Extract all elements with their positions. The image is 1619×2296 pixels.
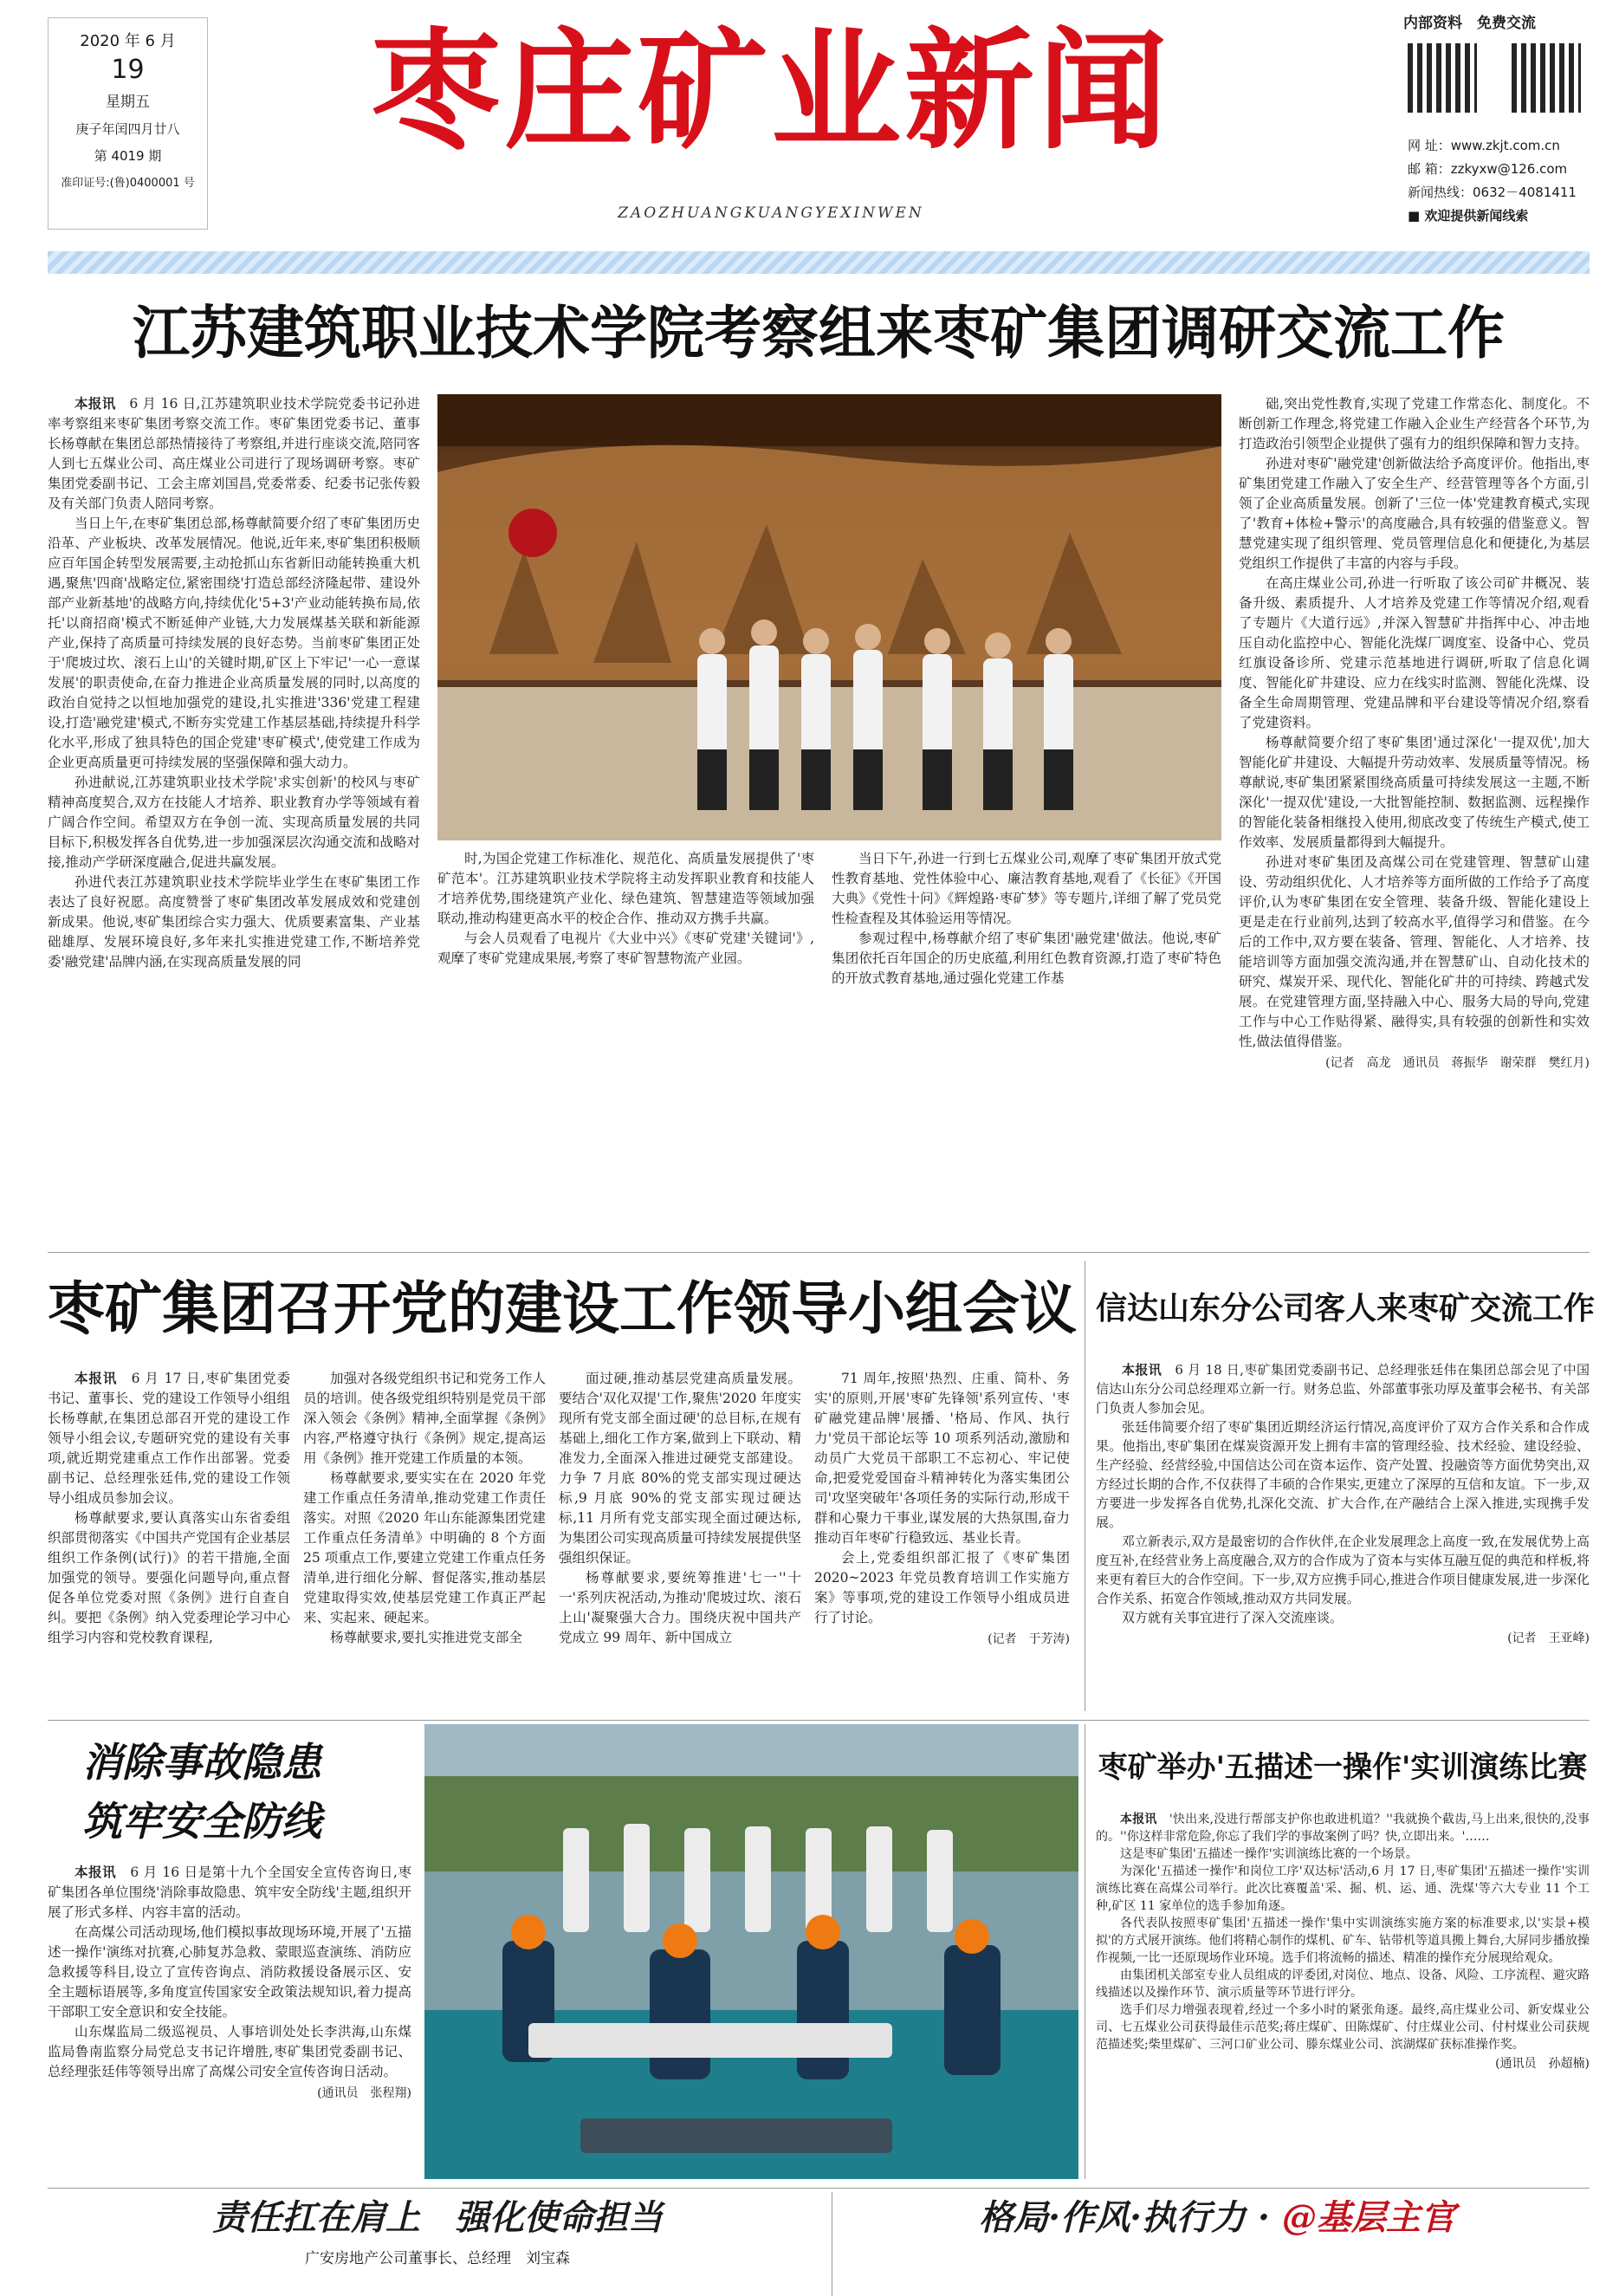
headline-xinda-visit: 信达山东分公司客人来枣矿交流工作	[1096, 1290, 1596, 1326]
paragraph: 在高煤公司活动现场,他们模拟事故现场环境,开展了'五描述一操作'演练对抗赛,心肺复苏急救、蒙眼巡查演练、消防应急救援等科目,设立了宣传咨询点、消防救援设备展示区、安全主题标语展等,多角度宣传国家安全政策法规知识,着力提高干部职工安全意识和安全技能。	[48, 1924, 411, 2020]
title-pinyin: ZAOZHUANGKUANGYEXINWEN	[618, 204, 924, 222]
paragraph: 由集团机关部室专业人员组成的评委团,对岗位、地点、设备、风险、工序流程、避灾路线描述以及操作环节、演示质量等环节进行评分。	[1096, 1968, 1590, 2000]
headline-training-base	[845, 2192, 1590, 2244]
paragraph: 杨尊献要求,要实实在在 2020 年党建工作重点任务清单,推动党建工作责任落实。对照《2020 年山东能源集团党建工作重点任务清单》中明确的 8 个方面 25 项重点工作,要建立党建工作重点任务清单,进行细化分解、督促落实,推动基层党建取得实效,使基层党建工作真正严起来、实起来、硬起来。	[303, 1470, 546, 1625]
paragraph: 孙进对枣矿'融党建'创新做法给予高度评价。他指出,枣矿集团党建工作融入了安全生产、经营管理等各个方面,引领了企业高质量发展。创新了'三位一体'党建教育模式,实现了'教育+体检+警示'的高度融合,具有较强的借鉴意义。智慧党建实现了组织管理、党员管理信息化和便捷化,为基层党组织工作提供了丰富的内容与手段。	[1239, 456, 1590, 571]
divider	[48, 1252, 1590, 1253]
paragraph: 当日下午,孙进一行到七五煤业公司,观摩了枣矿集团开放式党性教育基地、党性体验中心、廉洁教育基地,观看了《长征》《开国大典》《党性十问》《辉煌路·枣矿梦》等专题片,详细了解了党员党性检查程及其体验运用等情况。	[832, 851, 1221, 926]
headline-responsibility: 责任扛在肩上 强化使命担当	[212, 2197, 663, 2238]
a4-credit: (通讯员 张程翔)	[317, 2086, 411, 2100]
paragraph: 本报讯 6 月 16 日,江苏建筑职业技术学院党委书记孙进率考察组来枣矿集团考察交流工作。枣矿集团党委书记、董事长杨尊献在集团总部热情接待了考察组,并进行座谈交流,陪同客人到七五煤业公司、高庄煤业公司进行了现场调研考察。枣矿集团党委副书记、工会主席刘国昌,党委常委、纪委书记张传毅及有关部门负责人陪同考察。	[48, 396, 420, 511]
banner-separator: ·	[1257, 2197, 1282, 2238]
paragraph: 山东煤监局二级巡视员、人事培训处处长李洪海,山东煤监局鲁南监察分局党总支书记许增胜,枣矿集团党委副书记、总经理张廷伟等领导出席了高煤公司安全宣传咨询日活动。	[48, 2024, 411, 2079]
article-1-col-2	[437, 849, 814, 1235]
news-tip	[1408, 204, 1607, 228]
paragraph: 加强对各级党组织书记和党务工作人员的培训。使各级党组织特别是党员干部深入领会《条例》精神,全面掌握《条例》内容,严格遵守执行《条例》规定,提高运用《条例》推开党建工作质量的本领。	[303, 1371, 546, 1466]
a2-c3-p	[559, 1369, 801, 1648]
day-number: 19	[111, 55, 145, 85]
a1-c4-p	[1239, 394, 1590, 1052]
tip-bullet-icon: ■	[1408, 208, 1425, 224]
article-5-body	[1096, 1811, 1590, 2179]
article-1-col-3	[832, 849, 1221, 1235]
dateline: 本报讯	[74, 1371, 118, 1386]
paragraph: 71 周年,按照'热烈、庄重、简朴、务实'的原则,开展'枣矿先锋领'系列宣传、'枣矿融党建品牌'展播、'格局、作风、执行力'党员干部论坛等 10 项系列活动,激励和动员广大党员干部职工不忘初心、牢记使命,把爱党爱国奋斗精神转化为落实集团公司'攻坚突破年'各项任务的实际行动,形成干群和心聚力干事业,谋发展的大热氛围,奋力推动百年枣矿行稳致远、基业长青。	[814, 1371, 1070, 1546]
a3-p	[1096, 1360, 1590, 1627]
headline-jiangsu-visit: 江苏建筑职业技术学院考察组来枣矿集团调研交流工作	[133, 300, 1505, 366]
qr-code-icon	[1408, 43, 1477, 113]
date-line: 2020 年 6 月	[80, 32, 176, 50]
paragraph: 本报讯 6 月 18 日,枣矿集团党委副书记、总经理张廷伟在集团总部会见了中国信达山东分公司总经理邓立新一行。财务总监、外部董事张功厚及董事会秘书、有关部门负责人参加会见。	[1096, 1362, 1590, 1416]
a2-credit: (记者 于芳涛)	[988, 1632, 1070, 1646]
headline-five-descriptions-contest: 枣矿举办'五描述一操作'实训演练比赛	[1098, 1750, 1588, 1785]
a1-credit: (记者 高龙 通讯员 蒋振华 谢荣群 樊红月)	[1325, 1056, 1590, 1070]
a1-c2-p	[437, 849, 814, 969]
drill-photo-svg	[424, 1724, 1078, 2179]
divider	[48, 1720, 1590, 1721]
a2-c4-p	[814, 1369, 1070, 1628]
safety-title-line-1: 消除事故隐患	[82, 1739, 321, 1786]
article-1-col-1	[48, 394, 420, 1235]
paragraph: 杨尊献简要介绍了枣矿集团'通过深化'一提双优',加大智能化矿井建设、大幅提升劳动效率、发展质量等情况。杨尊献说,枣矿集团紧紧围绕高质量可持续发展这一主题,不断深化'一提双优'建设,一大批智能控制、数据监测、远程操作的智能化装备相继投入使用,彻底改变了传统生产模式,使工作效率、发展质量都得到大幅提升。	[1239, 735, 1590, 850]
internal-note: 内部资料 免费交流	[1403, 15, 1536, 32]
website: 网 址：www.zkjt.com.cn	[1408, 138, 1560, 153]
newspaper-title: 枣庄矿业新闻	[370, 15, 1171, 167]
paragraph: 张廷伟简要介绍了枣矿集团近期经济运行情况,高度评价了双方合作关系和合作成果。他指出,枣矿集团在煤炭资源开发上拥有丰富的管理经验、技术经验、建设经验、生产经验、经营经验,中国信达公司在资本运作、资产处置、投融资等方面优势突出,双方经过长期的合作,不仅获得了丰硕的合作果实,更建立了深厚的互信和友谊。下一步,双方要进一步发挥各自优势,扎深化交流、扩大合作,在产融结合上深入推进,实现携手发展。	[1096, 1419, 1590, 1530]
article-2-col-1	[48, 1369, 290, 1711]
paragraph: 邓立新表示,双方是最密切的合作伙伴,在企业发展理念上高度一致,在发展优势上高度互补,在经营业务上高度融合,双方的合作成为了资本与实体互融互促的典范和样板,将来更有着巨大的合作空间。下一步,双方应携手同心,推进合作项目健康发展,进一步深化合作关系、拓宽合作领域,推动双方共同发展。	[1096, 1534, 1590, 1606]
paragraph: 杨尊献要求,要认真落实山东省委组织部贯彻落实《中国共产党国有企业基层组织工作条例(试行)》的若干措施,全面加强党的领导。要强化问题导向,重点督促各单位党委对照《条例》进行自查自纠。要把《条例》纳入党委理论学习中心组学习内容和党校教育课程,	[48, 1510, 290, 1645]
article-2-col-2	[303, 1369, 546, 1711]
paragraph: 本报讯 6 月 16 日是第十九个全国安全宣传咨询日,枣矿集团各单位围绕'消除事故隐患、筑牢安全防线'主题,组织开展了形式多样、内容丰富的活动。	[48, 1865, 411, 1920]
paragraph: 孙进代表江苏建筑职业技术学院毕业学生在枣矿集团工作表达了良好祝愿。高度赞誉了枣矿集团改革发展成效和党建创新成果。他说,枣矿集团综合实力强大、优质要素富集、产业基础雄厚、发展环境良好,多年来扎实推进党建工作,不断培养党委'融党建'品牌内涵,在实现高质量发展的同	[48, 874, 420, 970]
divider	[48, 2188, 1590, 2189]
dateline: 本报讯	[1120, 1813, 1157, 1826]
headline-training-base-sub: @基层主官	[1281, 2197, 1455, 2238]
paragraph: 在高庄煤业公司,孙进一行听取了该公司矿井概况、装备升级、素质提升、人才培养及党建工作等情况介绍,观看了专题片《大道行远》,并深入智慧矿井指挥中心、冲击地压自动化监控中心、智能化洗煤厂调度室、设备中心、党员红旗设备诊所、党建示范基地进行调研,听取了信息化调度、智能化矿井建设、应力在线实时监测、智能化洗煤、设备全生命周期管理、党建品牌和平台建设等情况介绍,察看了党建资料。	[1239, 575, 1590, 730]
dateline: 本报讯	[74, 1865, 117, 1880]
paragraph: 各代表队按照枣矿集团'五描述一操作'集中实训演练实施方案的标准要求,以'实景+模拟'的方式展开演练。他们将精心制作的煤机、矿车、钻带机等道具搬上舞台,大屏同步播放操作视频,一比一还原现场作业环境。选手们将流畅的描述、精准的操作充分展现给观众。	[1096, 1917, 1590, 1965]
a3-credit: (记者 王亚峰)	[1507, 1631, 1590, 1645]
paragraph: 本报讯 6 月 17 日,枣矿集团党委书记、董事长、党的建设工作领导小组组长杨尊献,在集团总部召开党的建设工作领导小组会议,专题研究党的建设有关事项,就近期党建重点工作作出部署。党委副书记、总经理张廷伟,党的建设工作领导小组成员参加会议。	[48, 1371, 290, 1506]
a1-c1-p	[48, 394, 420, 972]
article-2-col-3	[559, 1369, 801, 1711]
article-3-body	[1096, 1360, 1590, 1707]
lunar-date: 庚子年闰四月廿八	[75, 121, 180, 137]
issue-number: 第 4019 期	[94, 148, 162, 164]
paragraph: 参观过程中,杨尊献介绍了枣矿集团'融党建'做法。他说,枣矿集团依托百年国企的历史底蕴,利用红色教育资源,打造了枣矿特色的开放式教育基地,通过强化党建工作基	[832, 931, 1221, 986]
paragraph: 本报讯 '快出来,没进行帮部支护你也敢进机道？''我就换个截齿,马上出来,很快的,没事的。''你这样非常危险,你忘了我们学的事故案例了吗？快,立即出来。'……	[1096, 1813, 1590, 1844]
article-1-col-4	[1239, 394, 1590, 1243]
weekday: 星期五	[106, 94, 150, 111]
date-box	[48, 17, 208, 230]
paragraph: 孙进对枣矿集团及高煤公司在党建管理、智慧矿山建设、劳动组织优化、人才培养等方面所做的工作给予了高度评价,认为枣矿集团在安全管理、装备升级、智能化建设上更是走在行业前列,达到了较高水平,值得学习和借鉴。在今后的工作中,双方要在装备、管理、智能化、人才培养、技能培训等方面加强交流沟通,并在智慧矿山、自动化技术的研究、煤炭开采、现代化、智能化矿井的可持续、跨越式发展。在党建管理方面,坚持融入中心、服务大局的导向,党建工作与中心工作贴得紧、融得实,具有较强的创新性和实效性,做法值得借鉴。	[1239, 854, 1590, 1049]
masthead	[0, 0, 1619, 251]
a1-c3-p	[832, 849, 1221, 989]
paragraph: 础,突出党性教育,实现了党建工作常态化、制度化。不断创新工作理念,将党建工作融入企业生产经营各个环节,为打造政治引领型企业提供了强有力的组织保障和智力支持。	[1239, 396, 1590, 451]
a5-credit: (通讯员 孙超楠)	[1495, 2057, 1590, 2071]
exhibition-photo-svg	[437, 394, 1221, 840]
paragraph: 杨尊献要求,要扎实推进党支部全	[330, 1630, 522, 1645]
a4-p	[48, 1863, 411, 2082]
paragraph: 孙进献说,江苏建筑职业技术学院'求实创新'的校风与枣矿精神高度契合,双方在技能人才培养、职业教育办学等领域有着广阔合作空间。希望双方在争创一流、实现高质量发展的共同目标下,积极发挥各自优势,进一步加强深层次沟通交流和战略对接,推动产学研深度融合,促进共赢发展。	[48, 775, 420, 870]
paragraph: 杨尊献要求,要统筹推进'七一''十一'系列庆祝活动,为推动'爬坡过坎、滚石上山'凝聚强大合力。围绕庆祝中国共产党成立 99 周年、新中国成立	[559, 1570, 801, 1645]
a5-p	[1096, 1811, 1590, 2053]
a2-c2-p	[303, 1369, 546, 1648]
paragraph: 当日上午,在枣矿集团总部,杨尊献简要介绍了枣矿集团历史沿革、产业板块、改革发展情况。他说,近年来,枣矿集团积极顺应百年国企转型发展需要,主动抢抓山东省新旧动能转换重大机遇,聚焦'四商'战略定位,紧密围绕'打造总部经济隆起带、建设外部产业新基地'的战略方向,持续优化'5+3'产业动能转换布局,依托'以商招商'模式不断延伸产业链,大力发展煤基关联和新能源产业,保持了高质量可持续发展的良好态势。当前枣矿集团正处于'爬坡过坎、滚石上山'的关键时期,矿区上下牢记'一心一意谋发展'的职责使命,在奋力推进企业高质量发展的同时,以高度的政治自觉持之以恒地加强党的建设,扎实推进'336'党建工程建设,打造'融党建'模式,不断夯实党建工作基层基础,持续提升科学化水平,形成了独具特色的国企党建'枣矿模式',使党建工作成为企业更高质量更可持续发展的坚强保障和强大动力。	[48, 516, 420, 770]
article-2-col-4	[814, 1369, 1070, 1711]
paragraph: 选手们尽力增强表现着,经过一个多小时的紧张角逐。最终,高庄煤业公司、新安煤业公司、七五煤业公司获得最佳示范奖;蒋庄煤矿、田陈煤矿、付庄煤业公司、付村煤业公司获规范描述奖;柴里煤矿、三河口矿业公司、滕东煤业公司、滨湖煤矿获标准操作奖。	[1096, 2003, 1590, 2052]
email: 邮 箱：zzkyxw@126.com	[1408, 161, 1568, 177]
paragraph: 双方就有关事宜进行了深入交流座谈。	[1122, 1610, 1344, 1625]
permit-number: 准印证号:(鲁)0400001 号	[61, 177, 195, 190]
photo-rescue-drill	[424, 1724, 1078, 2179]
dateline: 本报讯	[74, 396, 116, 412]
paragraph: 面过硬,推动基层党建高质量发展。要结合'双化双提'工作,聚焦'2020 年度实现所有党支部全面过硬'的总目标,在规有基础上,细化工作方案,做到上下联动、精准发力,全面深入推进过硬党支部建设。力争 7 月底 80%的党支部实现过硬达标,9 月底 90%的党支部实现过硬达标,11 月所有党支部实现全面过硬达标,为集团公司实现高质量可持续发展提供坚强组织保证。	[559, 1371, 801, 1566]
paragraph: 这是枣矿集团'五描述一操作'实训演练比赛的一个场景。	[1120, 1847, 1418, 1861]
byline: 广安房地产公司董事长、总经理 刘宝森	[305, 2250, 570, 2267]
paragraph: 为深化'五描述一操作'和岗位工序'双达标'活动,6 月 17 日,枣矿集团'五描述一操作'实训演练比赛在高煤公司举行。此次比赛覆盖'采、掘、机、运、通、洗煤'等六大专业 11 个工种,矿区 11 家单位的选手参加角逐。	[1096, 1865, 1590, 1913]
dateline: 本报讯	[1122, 1362, 1162, 1378]
paragraph: 时,为国企党建工作标准化、规范化、高质量发展提供了'枣矿范本'。江苏建筑职业技术学院将主动发挥职业教育和技能人才培养优势,围绕建筑产业化、绿色建筑、智慧建造等领域加强联动,推动构建更高水平的校企合作、推动双方携手共赢。	[437, 851, 814, 926]
paragraph: 与会人员观看了电视片《大业中兴》《枣矿党建'关键词'》,观摩了枣矿党建成果展,考察了枣矿智慧物流产业园。	[437, 931, 814, 966]
headline-training-base-text: 格局·作风·执行力	[979, 2197, 1247, 2238]
headline-safety-day	[48, 1733, 394, 1851]
article-4-body	[48, 1863, 411, 2244]
hotline: 新闻热线：0632－4081411	[1408, 185, 1577, 200]
news-tip-text: 欢迎提供新闻线索	[1424, 208, 1529, 224]
contact-info	[1408, 134, 1607, 228]
qr-code-icon	[1512, 43, 1581, 113]
safety-title-line-2: 筑牢安全防线	[82, 1798, 321, 1845]
masthead-band	[48, 251, 1590, 274]
photo-exhibition-hall	[437, 394, 1221, 840]
a2-c1-p	[48, 1369, 290, 1648]
headline-party-meeting: 枣矿集团召开党的建设工作领导小组会议	[48, 1274, 1077, 1342]
paragraph: 会上,党委组织部汇报了《枣矿集团 2020~2023 年党员教育培训工作实施方案》等事项,党的建设工作领导小组成员进行了讨论。	[814, 1550, 1070, 1625]
